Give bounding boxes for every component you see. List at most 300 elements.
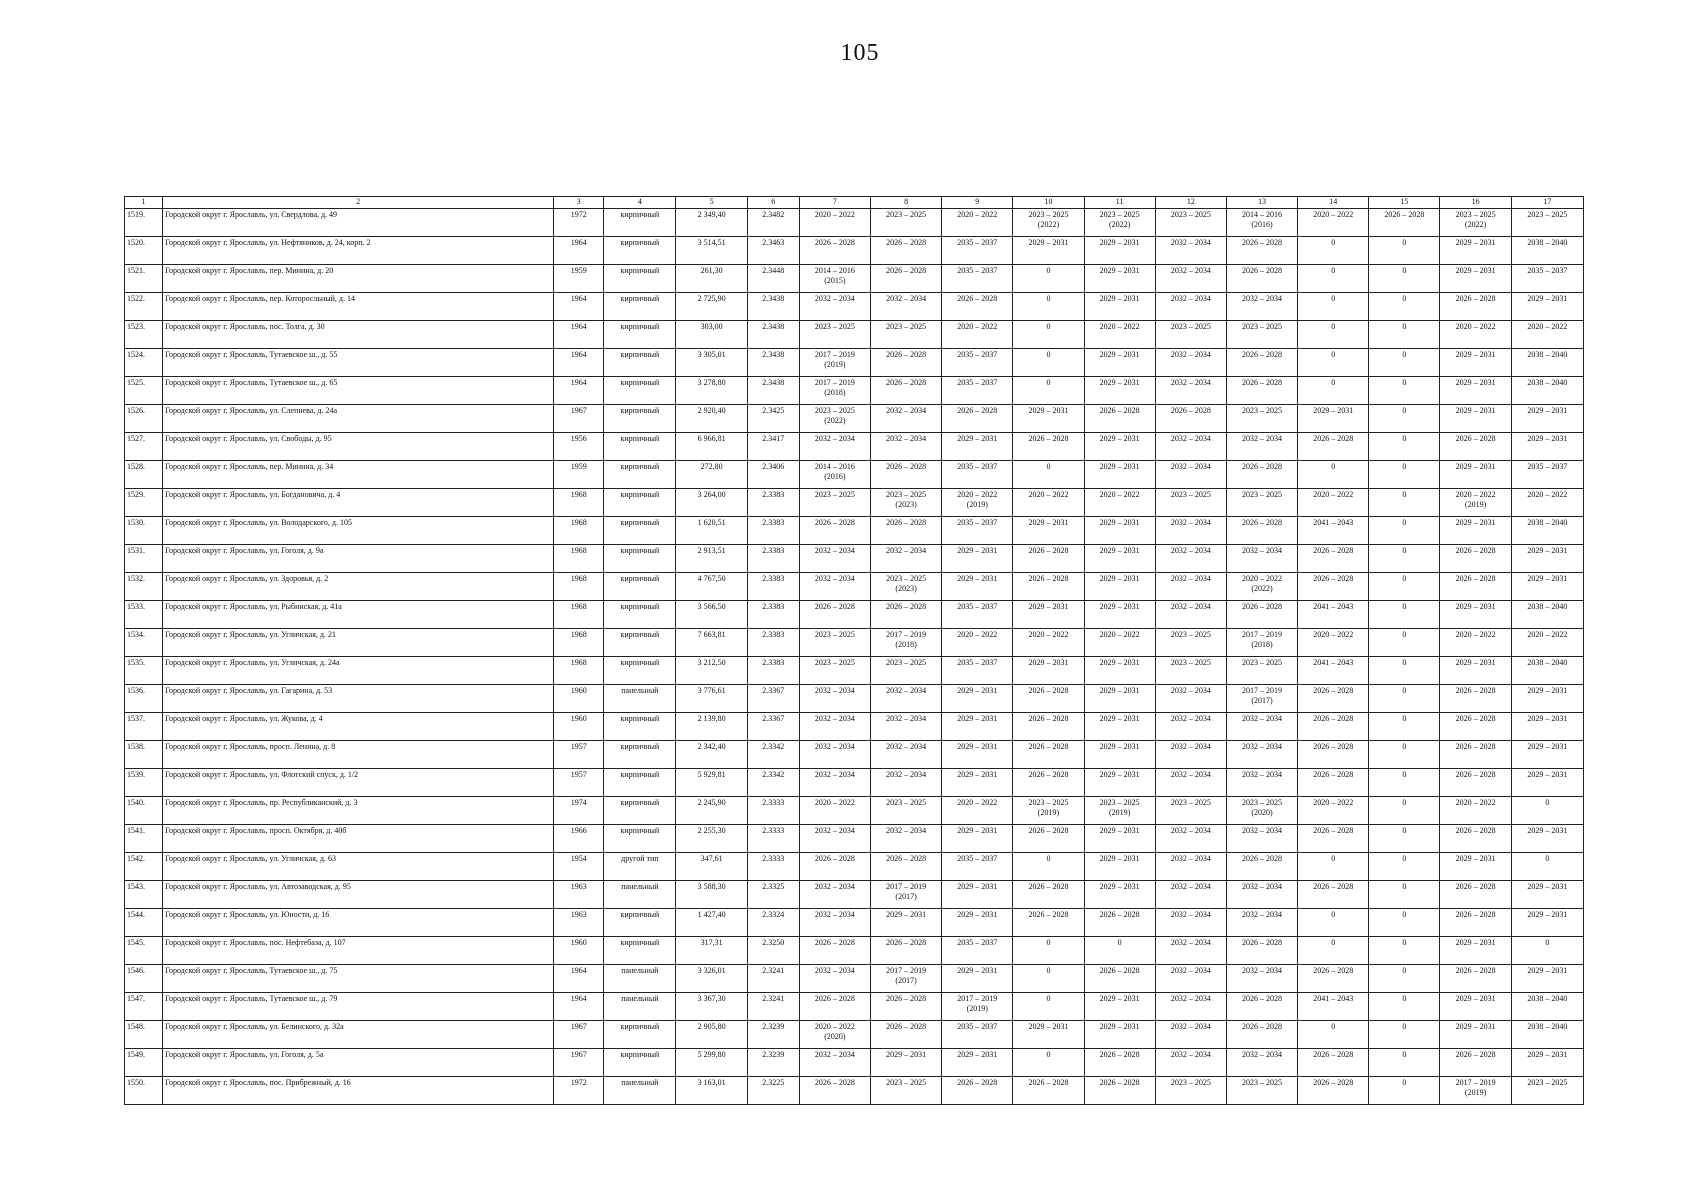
table-cell: 1957 — [554, 741, 604, 769]
table-cell: 2029 – 2031 — [1084, 237, 1155, 265]
table-cell: 1967 — [554, 1049, 604, 1077]
table-cell: 2032 – 2034 — [1155, 825, 1226, 853]
table-cell: 2026 – 2028 — [1440, 741, 1511, 769]
table-cell: 1523. — [125, 321, 163, 349]
table-row — [125, 293, 1584, 321]
table-cell: 2029 – 2031 — [1013, 657, 1084, 685]
table-cell: 0 — [1013, 293, 1084, 321]
table-cell: 0 — [1369, 489, 1440, 517]
table-cell: 2023 – 2025 — [870, 1077, 941, 1105]
table-cell: 1537. — [125, 713, 163, 741]
table-cell: 2017 – 2019 (2017) — [1226, 685, 1297, 713]
table-cell: 2038 – 2040 — [1511, 601, 1583, 629]
table-cell: 2032 – 2034 — [1155, 993, 1226, 1021]
table-cell: 2026 – 2028 — [1298, 881, 1369, 909]
table-cell: 2029 – 2031 — [1084, 993, 1155, 1021]
table-cell: 2020 – 2022 — [1084, 629, 1155, 657]
table-cell: Городской округ г. Ярославль, пер. Минина, д. 34 — [163, 461, 554, 489]
table-cell: 2026 – 2028 — [1226, 265, 1297, 293]
table-cell: кирпичный — [604, 713, 676, 741]
table-cell: 0 — [1298, 265, 1369, 293]
table-cell: 2020 – 2022 — [1440, 797, 1511, 825]
table-cell: Городской округ г. Ярославль, просп. Ленина, д. 8 — [163, 741, 554, 769]
table-cell: 2020 – 2022 (2019) — [1440, 489, 1511, 517]
table-cell: 2.3342 — [747, 741, 799, 769]
table-cell: 1521. — [125, 265, 163, 293]
table-cell: 2029 – 2031 — [1084, 349, 1155, 377]
table-cell: 3 776,61 — [676, 685, 747, 713]
table-cell: 0 — [1369, 965, 1440, 993]
table-cell: 0 — [1369, 769, 1440, 797]
table-row — [125, 741, 1584, 769]
table-cell: 3 326,01 — [676, 965, 747, 993]
table-cell: 2026 – 2028 — [1013, 1077, 1084, 1105]
table-cell: 2.3383 — [747, 573, 799, 601]
table-cell: 0 — [1369, 797, 1440, 825]
table-cell: 2026 – 2028 — [1013, 685, 1084, 713]
table-cell: 2029 – 2031 — [1511, 965, 1583, 993]
table-cell: 2029 – 2031 — [1440, 237, 1511, 265]
table-cell: Городской округ г. Ярославль, ул. Слепнева, д. 24а — [163, 405, 554, 433]
table-cell: 2032 – 2034 — [1155, 293, 1226, 321]
table-cell: 1 620,51 — [676, 517, 747, 545]
table-cell: кирпичный — [604, 517, 676, 545]
table-row — [125, 349, 1584, 377]
table-cell: Городской округ г. Ярославль, ул. Гоголя, д. 5а — [163, 1049, 554, 1077]
table-cell: 2029 – 2031 — [942, 769, 1013, 797]
table-cell: 2029 – 2031 — [1511, 545, 1583, 573]
table-cell: 2032 – 2034 — [1226, 713, 1297, 741]
table-cell: 2029 – 2031 — [1440, 937, 1511, 965]
table-cell: кирпичный — [604, 769, 676, 797]
column-number: 4 — [604, 197, 676, 209]
table-cell: 2029 – 2031 — [1084, 741, 1155, 769]
table-cell: 2026 – 2028 — [1226, 461, 1297, 489]
table-cell: Городской округ г. Ярославль, Тутаевское ш., д. 75 — [163, 965, 554, 993]
table-cell: 2.3383 — [747, 517, 799, 545]
table-cell: 2026 – 2028 — [1440, 1049, 1511, 1077]
table-cell: 1959 — [554, 265, 604, 293]
table-cell: кирпичный — [604, 797, 676, 825]
table-cell: 1531. — [125, 545, 163, 573]
table-cell: Городской округ г. Ярославль, ул. Богдановича, д. 4 — [163, 489, 554, 517]
table-row — [125, 377, 1584, 405]
table-cell: 1536. — [125, 685, 163, 713]
table-cell: 2023 – 2025 (2023) — [870, 573, 941, 601]
table-cell: 2032 – 2034 — [1155, 853, 1226, 881]
table-cell: 2017 – 2019 (2017) — [870, 965, 941, 993]
table-cell: 2023 – 2025 — [1511, 1077, 1583, 1105]
table-cell: Городской округ г. Ярославль, Тутаевское ш., д. 79 — [163, 993, 554, 1021]
table-cell: 2029 – 2031 — [942, 545, 1013, 573]
table-cell: 2026 – 2028 — [1298, 1049, 1369, 1077]
table-cell: кирпичный — [604, 433, 676, 461]
table-cell: 2035 – 2037 — [942, 601, 1013, 629]
table-cell: панельный — [604, 1077, 676, 1105]
table-cell: 2026 – 2028 — [1013, 825, 1084, 853]
column-number: 6 — [747, 197, 799, 209]
table-cell: 0 — [1298, 321, 1369, 349]
table-cell: кирпичный — [604, 461, 676, 489]
table-cell: 2029 – 2031 — [870, 909, 941, 937]
table-cell: 2038 – 2040 — [1511, 517, 1583, 545]
table-cell: 2029 – 2031 — [1084, 265, 1155, 293]
table-cell: 2026 – 2028 — [1440, 881, 1511, 909]
table-cell: 3 514,51 — [676, 237, 747, 265]
table-cell: 2020 – 2022 — [1440, 629, 1511, 657]
table-cell: 2032 – 2034 — [1155, 601, 1226, 629]
table-cell: 2026 – 2028 — [870, 237, 941, 265]
table-cell: 2026 – 2028 — [1226, 937, 1297, 965]
table-cell: 2020 – 2022 — [1298, 209, 1369, 237]
table-cell: 2032 – 2034 — [1155, 433, 1226, 461]
table-cell: 0 — [1369, 1049, 1440, 1077]
table-cell: 2029 – 2031 — [942, 825, 1013, 853]
table-cell: кирпичный — [604, 377, 676, 405]
table-cell: 1547. — [125, 993, 163, 1021]
table-cell: 1974 — [554, 797, 604, 825]
table-cell: 2026 – 2028 — [1013, 713, 1084, 741]
table-cell: 0 — [1013, 937, 1084, 965]
table-cell: 2026 – 2028 — [1013, 545, 1084, 573]
table-cell: 2014 – 2016 (2016) — [799, 461, 870, 489]
table-cell: 2 139,80 — [676, 713, 747, 741]
table-cell: 1550. — [125, 1077, 163, 1105]
table-cell: панельный — [604, 881, 676, 909]
table-cell: 2017 – 2019 (2019) — [942, 993, 1013, 1021]
table-cell: 1966 — [554, 825, 604, 853]
table-row — [125, 769, 1584, 797]
table-cell: 0 — [1369, 573, 1440, 601]
table-cell: 0 — [1013, 853, 1084, 881]
table-cell: кирпичный — [604, 405, 676, 433]
table-cell: 0 — [1369, 293, 1440, 321]
table-cell: 303,00 — [676, 321, 747, 349]
table-cell: 1963 — [554, 909, 604, 937]
table-cell: 3 566,50 — [676, 601, 747, 629]
table-cell: 2.3438 — [747, 321, 799, 349]
table-cell: 2020 – 2022 — [1298, 489, 1369, 517]
table-cell: 2 725,90 — [676, 293, 747, 321]
table-cell: 3 278,80 — [676, 377, 747, 405]
table-cell: 0 — [1013, 349, 1084, 377]
table-cell: 2.3239 — [747, 1049, 799, 1077]
table-cell: 2026 – 2028 — [1298, 769, 1369, 797]
table-cell: 2.3324 — [747, 909, 799, 937]
table-cell: 2026 – 2028 — [1440, 685, 1511, 713]
table-cell: 1964 — [554, 237, 604, 265]
table-cell: 2029 – 2031 — [942, 573, 1013, 601]
table-cell: 1542. — [125, 853, 163, 881]
table-cell: 2032 – 2034 — [1226, 741, 1297, 769]
table-cell: 1528. — [125, 461, 163, 489]
table-cell: 1959 — [554, 461, 604, 489]
table-cell: Городской округ г. Ярославль, ул. Нефтяников, д. 24, корп. 2 — [163, 237, 554, 265]
table-cell: 2029 – 2031 — [1440, 265, 1511, 293]
table-cell: 2026 – 2028 — [1226, 853, 1297, 881]
table-row — [125, 321, 1584, 349]
table-cell: 2.3406 — [747, 461, 799, 489]
table-cell: 2020 – 2022 — [942, 209, 1013, 237]
table-cell: 2023 – 2025 — [1155, 629, 1226, 657]
table-cell: Городской округ г. Ярославль, пос. Нефтебаза, д. 107 — [163, 937, 554, 965]
table-cell: 5 299,80 — [676, 1049, 747, 1077]
table-cell: 2029 – 2031 — [942, 433, 1013, 461]
table-cell: 2032 – 2034 — [1155, 965, 1226, 993]
table-cell: Городской округ г. Ярославль, Тутаевское ш., д. 55 — [163, 349, 554, 377]
table-cell: 2032 – 2034 — [1155, 573, 1226, 601]
table-cell: 0 — [1298, 1021, 1369, 1049]
table-cell: 2026 – 2028 — [1440, 965, 1511, 993]
table-cell: 3 367,30 — [676, 993, 747, 1021]
table-cell: Городской округ г. Ярославль, ул. Рыбинская, д. 41а — [163, 601, 554, 629]
table-row — [125, 517, 1584, 545]
table-cell: 2023 – 2025 (2019) — [1013, 797, 1084, 825]
table-cell: 2032 – 2034 — [1155, 265, 1226, 293]
table-cell: 2017 – 2019 (2018) — [799, 377, 870, 405]
table-cell: 0 — [1369, 349, 1440, 377]
table-cell: 2017 – 2019 (2018) — [870, 629, 941, 657]
table-cell: 0 — [1369, 881, 1440, 909]
table-cell: 1964 — [554, 321, 604, 349]
table-cell: 2029 – 2031 — [870, 1049, 941, 1077]
table-cell: 2020 – 2022 (2019) — [942, 489, 1013, 517]
table-cell: 2026 – 2028 — [942, 1077, 1013, 1105]
table-cell: 2 342,40 — [676, 741, 747, 769]
table-cell: кирпичный — [604, 265, 676, 293]
table-cell: 1964 — [554, 293, 604, 321]
table-cell: 2023 – 2025 — [1155, 209, 1226, 237]
table-cell: 1957 — [554, 769, 604, 797]
table-cell: 2026 – 2028 — [799, 853, 870, 881]
table-cell: кирпичный — [604, 489, 676, 517]
table-cell: другой тип — [604, 853, 676, 881]
table-cell: 2029 – 2031 — [1440, 405, 1511, 433]
table-row — [125, 965, 1584, 993]
table-cell: 2023 – 2025 (2022) — [1084, 209, 1155, 237]
table-cell: 2023 – 2025 — [1155, 797, 1226, 825]
table-cell: 1529. — [125, 489, 163, 517]
table-cell: 2020 – 2022 (2020) — [799, 1021, 870, 1049]
table-cell: 2026 – 2028 — [1013, 573, 1084, 601]
table-cell: кирпичный — [604, 657, 676, 685]
table-cell: 2026 – 2028 — [1440, 293, 1511, 321]
table-cell: 1525. — [125, 377, 163, 405]
table-cell: 2020 – 2022 — [942, 629, 1013, 657]
table-cell: 2029 – 2031 — [1013, 1021, 1084, 1049]
table-row — [125, 713, 1584, 741]
table-cell: 2032 – 2034 — [1226, 769, 1297, 797]
table-cell: 2026 – 2028 — [1013, 433, 1084, 461]
table-cell: 2026 – 2028 — [1013, 769, 1084, 797]
table-row — [125, 797, 1584, 825]
table-cell: 0 — [1084, 937, 1155, 965]
table-cell: 0 — [1369, 461, 1440, 489]
table-cell: 2.3438 — [747, 377, 799, 405]
table-cell: 2029 – 2031 — [942, 881, 1013, 909]
table-cell: 2.3333 — [747, 797, 799, 825]
table-cell: 7 663,81 — [676, 629, 747, 657]
table-cell: 2023 – 2025 — [1155, 489, 1226, 517]
table-cell: 2023 – 2025 — [1226, 321, 1297, 349]
table-cell: 0 — [1013, 965, 1084, 993]
table-cell: Городской округ г. Ярославль, ул. Гагарина, д. 53 — [163, 685, 554, 713]
table-cell: 2023 – 2025 — [799, 657, 870, 685]
table-cell: кирпичный — [604, 937, 676, 965]
table-cell: 3 264,00 — [676, 489, 747, 517]
table-cell: 2026 – 2028 — [942, 405, 1013, 433]
table-cell: 0 — [1369, 1077, 1440, 1105]
table-cell: 2.3383 — [747, 657, 799, 685]
table-cell: 2032 – 2034 — [1155, 685, 1226, 713]
table-cell: 2 245,90 — [676, 797, 747, 825]
table-cell: 1964 — [554, 993, 604, 1021]
table-cell: 2032 – 2034 — [1155, 517, 1226, 545]
table-cell: 2.3250 — [747, 937, 799, 965]
table-cell: 2014 – 2016 (2016) — [1226, 209, 1297, 237]
column-number: 15 — [1369, 197, 1440, 209]
table-cell: 2029 – 2031 — [1440, 601, 1511, 629]
table-cell: 2032 – 2034 — [799, 881, 870, 909]
table-cell: 2023 – 2025 — [1155, 1077, 1226, 1105]
table-cell: 0 — [1369, 937, 1440, 965]
table-cell: 272,80 — [676, 461, 747, 489]
table-cell: Городской округ г. Ярославль, пос. Прибрежный, д. 16 — [163, 1077, 554, 1105]
table-cell: 2032 – 2034 — [870, 769, 941, 797]
table-cell: 2035 – 2037 — [942, 265, 1013, 293]
table-cell: 2029 – 2031 — [1084, 545, 1155, 573]
table-cell: 2029 – 2031 — [1084, 293, 1155, 321]
table-cell: 1968 — [554, 601, 604, 629]
table-cell: 2029 – 2031 — [1511, 293, 1583, 321]
table-cell: 2023 – 2025 — [799, 321, 870, 349]
table-cell: 2035 – 2037 — [942, 377, 1013, 405]
table-cell: 2035 – 2037 — [942, 937, 1013, 965]
table-cell: 2026 – 2028 — [870, 993, 941, 1021]
table-cell: 2029 – 2031 — [1511, 881, 1583, 909]
table-cell: панельный — [604, 965, 676, 993]
table-cell: 2026 – 2028 — [1013, 741, 1084, 769]
table-cell: 2035 – 2037 — [942, 1021, 1013, 1049]
table-cell: 2.3367 — [747, 685, 799, 713]
table-cell: 1968 — [554, 489, 604, 517]
table-cell: 0 — [1013, 321, 1084, 349]
table-cell: 2026 – 2028 — [1298, 685, 1369, 713]
table-cell: 2032 – 2034 — [870, 825, 941, 853]
table-cell: Городской округ г. Ярославль, ул. Белинского, д. 32а — [163, 1021, 554, 1049]
table-cell: Городской округ г. Ярославль, пер. Которосльный, д. 14 — [163, 293, 554, 321]
table-cell: 2032 – 2034 — [799, 965, 870, 993]
table-row — [125, 1021, 1584, 1049]
table-cell: кирпичный — [604, 629, 676, 657]
table-cell: 2035 – 2037 — [942, 517, 1013, 545]
table-row — [125, 685, 1584, 713]
table-cell: 2029 – 2031 — [1511, 573, 1583, 601]
column-number-header — [125, 197, 1584, 209]
table-cell: 4 767,50 — [676, 573, 747, 601]
table-cell: 2029 – 2031 — [942, 741, 1013, 769]
table-cell: кирпичный — [604, 741, 676, 769]
table-cell: Городской округ г. Ярославль, ул. Жукова, д. 4 — [163, 713, 554, 741]
table-cell: кирпичный — [604, 601, 676, 629]
table-cell: 1539. — [125, 769, 163, 797]
table-cell: 2032 – 2034 — [799, 433, 870, 461]
table-cell: 2026 – 2028 — [799, 237, 870, 265]
table-cell: 2029 – 2031 — [1013, 237, 1084, 265]
table-cell: 2032 – 2034 — [799, 1049, 870, 1077]
table-cell: кирпичный — [604, 293, 676, 321]
table-cell: 2023 – 2025 (2022) — [1013, 209, 1084, 237]
table-cell: Городской округ г. Ярославль, пр. Республиканский, д. 3 — [163, 797, 554, 825]
table-cell: 2020 – 2022 — [1084, 489, 1155, 517]
column-number: 11 — [1084, 197, 1155, 209]
table-row — [125, 209, 1584, 237]
table-cell: 2026 – 2028 — [1298, 545, 1369, 573]
table-cell: 2.3438 — [747, 349, 799, 377]
table-cell: 0 — [1369, 265, 1440, 293]
table-cell: 2023 – 2025 — [799, 489, 870, 517]
table-cell: 2023 – 2025 (2022) — [799, 405, 870, 433]
table-cell: 2032 – 2034 — [870, 545, 941, 573]
table-cell: 2026 – 2028 — [870, 265, 941, 293]
table-cell: 2026 – 2028 — [1298, 573, 1369, 601]
table-cell: 0 — [1511, 797, 1583, 825]
table-cell: Городской округ г. Ярославль, ул. Автозаводская, д. 95 — [163, 881, 554, 909]
table-cell: 2026 – 2028 — [799, 517, 870, 545]
table-cell: 1540. — [125, 797, 163, 825]
table-cell: 2026 – 2028 — [1298, 713, 1369, 741]
table-cell: 2026 – 2028 — [1440, 825, 1511, 853]
table-cell: 0 — [1369, 993, 1440, 1021]
table-cell: 2023 – 2025 — [1226, 657, 1297, 685]
table-cell: 2029 – 2031 — [1440, 377, 1511, 405]
table-cell: 1964 — [554, 377, 604, 405]
table-cell: 1968 — [554, 657, 604, 685]
table-cell: 2041 – 2043 — [1298, 601, 1369, 629]
table-cell: 1964 — [554, 965, 604, 993]
table-cell: 2029 – 2031 — [1084, 377, 1155, 405]
table-cell: 2029 – 2031 — [1440, 349, 1511, 377]
table-cell: 1960 — [554, 713, 604, 741]
table-cell: 2 255,30 — [676, 825, 747, 853]
table-cell: 2.3383 — [747, 629, 799, 657]
table-cell: 2020 – 2022 — [1084, 321, 1155, 349]
table-cell: 2026 – 2028 — [1155, 405, 1226, 433]
table-cell: 347,61 — [676, 853, 747, 881]
table-cell: 1520. — [125, 237, 163, 265]
table-cell: 1538. — [125, 741, 163, 769]
table-cell: 2035 – 2037 — [1511, 461, 1583, 489]
table-cell: 2032 – 2034 — [870, 433, 941, 461]
table-cell: 0 — [1369, 685, 1440, 713]
table-cell: 2026 – 2028 — [1084, 1077, 1155, 1105]
table-row — [125, 405, 1584, 433]
table-cell: 1541. — [125, 825, 163, 853]
table-cell: Городской округ г. Ярославль, Тутаевское ш., д. 65 — [163, 377, 554, 405]
table-cell: 0 — [1298, 293, 1369, 321]
table-cell: 2029 – 2031 — [942, 1049, 1013, 1077]
table-cell: 1956 — [554, 433, 604, 461]
table-cell: 3 163,01 — [676, 1077, 747, 1105]
table-cell: кирпичный — [604, 209, 676, 237]
table-cell: 2023 – 2025 (2020) — [1226, 797, 1297, 825]
table-cell: 2026 – 2028 — [1440, 545, 1511, 573]
table-cell: 2029 – 2031 — [1511, 405, 1583, 433]
table-cell: 2032 – 2034 — [1226, 545, 1297, 573]
table-cell: 2026 – 2028 — [1298, 1077, 1369, 1105]
table-cell: 2029 – 2031 — [1511, 433, 1583, 461]
table-cell: 2026 – 2028 — [1084, 1049, 1155, 1077]
